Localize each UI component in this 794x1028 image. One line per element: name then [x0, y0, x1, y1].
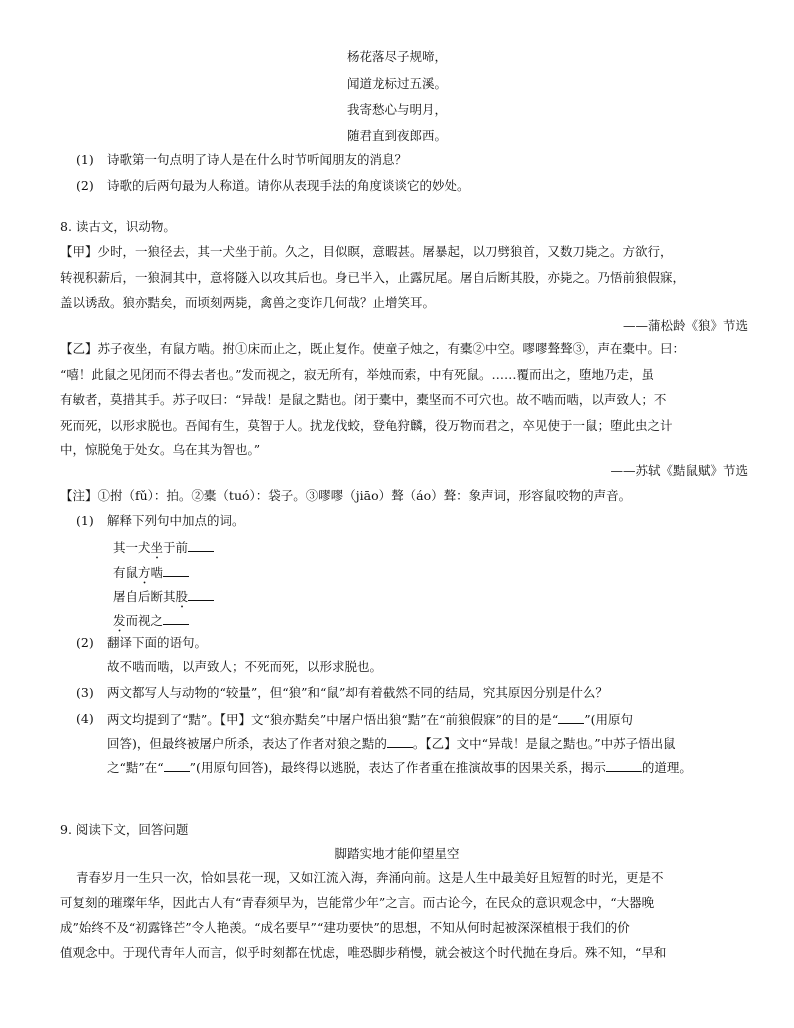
item-text-pre: 其一犬: [113, 540, 151, 555]
answer-blank[interactable]: [387, 734, 413, 748]
q8-sub1-item: [113, 611, 189, 635]
dotted-word: 股: [175, 589, 189, 604]
q7-sub1-text: 诗歌第一句点明了诗人是在什么时节听闻朋友的消息？: [107, 152, 408, 167]
q8-sub4-text: 回答)，但最终被屠户所杀，表达了作者对狼之黠的: [107, 736, 387, 751]
dotted-word: 坐: [150, 540, 164, 555]
q7-sub2-text: 诗歌的后两句最为人称道。请你从表现手法的角度谈谈它的妙处。: [107, 178, 470, 193]
item-text-pre: 屠自后断其: [113, 589, 176, 604]
q9-article-title: 脚踏实地才能仰望星空: [334, 846, 460, 861]
answer-blank[interactable]: [164, 758, 190, 772]
q8-sub4-text: 两文均提到了“黠”。【甲】文“狼亦黠矣”中屠户悟出狼“黠”在“前狼假寐”的目的是“: [107, 712, 559, 727]
q8-sub2-text: 翻译下面的语句。: [107, 635, 208, 650]
q8-sub1-text: 解释下列句中加点的词。: [107, 513, 245, 528]
q9-paragraph-line: 值观念中。于现代青年人而言，似乎时刻都在忧虑，唯恐脚步稍慢，就会被这个时代抛在身后。殊不知，“早和: [60, 945, 667, 960]
q8-sub3-number: (3): [76, 685, 94, 700]
poem-line: 杨花落尽子规啼，: [346, 49, 447, 64]
q8-yi-line: “嘻！此鼠之见闭而不得去者也。”发而视之，寂无所有，举烛而索，中有死鼠。……覆而出之，堕地乃走，虽: [60, 367, 655, 382]
q8-sub4-text: ”(用原句: [584, 712, 634, 727]
q8-yi-line: 【乙】苏子夜坐，有鼠方啮。拊①床而止之，既止复作。使童子烛之，有橐②中空。嘐嘐聱聱③，声在橐中。曰：: [60, 341, 686, 356]
q8-jia-line: 【甲】少时，一狼径去，其一犬坐于前。久之，目似瞑，意暇甚。屠暴起，以刀劈狼首，又数刀毙之。方欲行，: [60, 244, 673, 259]
poem-line: 随君直到夜郎西。: [346, 128, 447, 143]
dotted-word: 发: [113, 613, 126, 628]
answer-blank[interactable]: [163, 563, 189, 577]
q8-sub4-number: (4): [76, 711, 94, 726]
q8-yi-source: ——苏轼《黠鼠赋》节选: [610, 463, 748, 478]
q8-sub1-number: (1): [76, 513, 94, 528]
q8-sub4-line3: [107, 758, 692, 777]
q8-sub4-text: ”(用原句回答)，最终得以逃脱，表达了作者重在推演故事的因果关系，揭示: [189, 760, 606, 775]
q8-sub4-text: 之“黠”在“: [107, 760, 164, 775]
q8-sub4-line2: [107, 734, 676, 753]
q8-sub3-text: 两文都写人与动物的“较量”，但“狼”和“鼠”却有着截然不同的结局，究其原因分别是什么？: [107, 685, 608, 700]
q8-yi-line: 有敏者，莫措其手。苏子叹曰：“异哉！是鼠之黠也。闭于橐中，橐坚而不可穴也。故不啮而啮，以声致人；不: [60, 392, 667, 407]
q8-jia-source: ——蒲松龄《狼》节选: [622, 318, 748, 333]
poem-line: 闻道龙标过五溪。: [346, 76, 447, 91]
q8-sub1-item: [113, 563, 189, 587]
q7-sub1-number: (1): [76, 152, 94, 167]
item-text-post: 而视之: [125, 613, 164, 628]
answer-blank[interactable]: [188, 587, 214, 601]
q8-sub1-item: [113, 587, 214, 611]
q8-title: 8. 读古文，识动物。: [60, 219, 176, 234]
q8-note: 【注】①拊（fǔ）：拍。②橐（tuó）：袋子。③嘐嘐（jiāo）聱（áo）聱：象声词，形容鼠咬物的声音。: [60, 488, 632, 503]
q8-sub1-item: [113, 538, 214, 562]
item-text-pre: 有鼠: [113, 565, 139, 580]
q8-sub4-text: 。【乙】文中“异哉！是鼠之黠也。”中苏子悟出鼠: [412, 736, 676, 751]
poem-line: 我寄愁心与明月，: [346, 102, 447, 117]
q8-sub2-sentence: 故不啮而啮，以声致人；不死而死，以形求脱也。: [107, 659, 383, 674]
item-text-post: 啮: [150, 565, 164, 580]
answer-blank[interactable]: [606, 758, 642, 772]
q9-paragraph-line: 青春岁月一生只一次，恰如昙花一现，又如江流入海，奔涌向前。这是人生中最美好且短暂的时光，更是不: [76, 870, 664, 885]
q9-paragraph-line: 可复刻的璀璨年华，因此古人有“青春须早为，岂能常少年”之言。而古论今，在民众的意识观念中，“大器晚: [60, 895, 655, 910]
answer-blank[interactable]: [163, 611, 189, 625]
q8-sub2-number: (2): [76, 635, 94, 650]
answer-blank[interactable]: [558, 710, 584, 724]
q8-jia-line: 转视积薪后，一狼洞其中，意将隧入以攻其后也。身已半入，止露尻尾。屠自后断其股，亦毙之。乃悟前狼假寐，: [60, 270, 686, 285]
item-text-post: 于前: [163, 540, 189, 555]
q7-sub2-number: (2): [76, 178, 94, 193]
q9-paragraph-line: 成”始终不及“初露锋芒”令人艳羡。“成名要早”“建功要快”的思想，不知从何时起被深深植根于我们的价: [60, 920, 630, 935]
dotted-word: 方: [138, 565, 151, 580]
q8-jia-line: 盖以诱敌。狼亦黠矣，而顷刻两毙，禽兽之变诈几何哉？止增笑耳。: [60, 295, 436, 310]
answer-blank[interactable]: [188, 538, 214, 552]
q8-sub4-line1: [107, 710, 633, 729]
q8-yi-line: 中，惊脱兔于处女。乌在其为智也。”: [60, 442, 261, 457]
q8-sub4-text: 的道理。: [641, 760, 692, 775]
q8-yi-line: 死而死，以形求脱也。吾闻有生，莫智于人。扰龙伐蛟，登龟狩麟，役万物而君之，卒见使于一鼠；堕此虫之计: [60, 418, 673, 433]
q9-title: 9. 阅读下文，回答问题: [60, 822, 189, 837]
